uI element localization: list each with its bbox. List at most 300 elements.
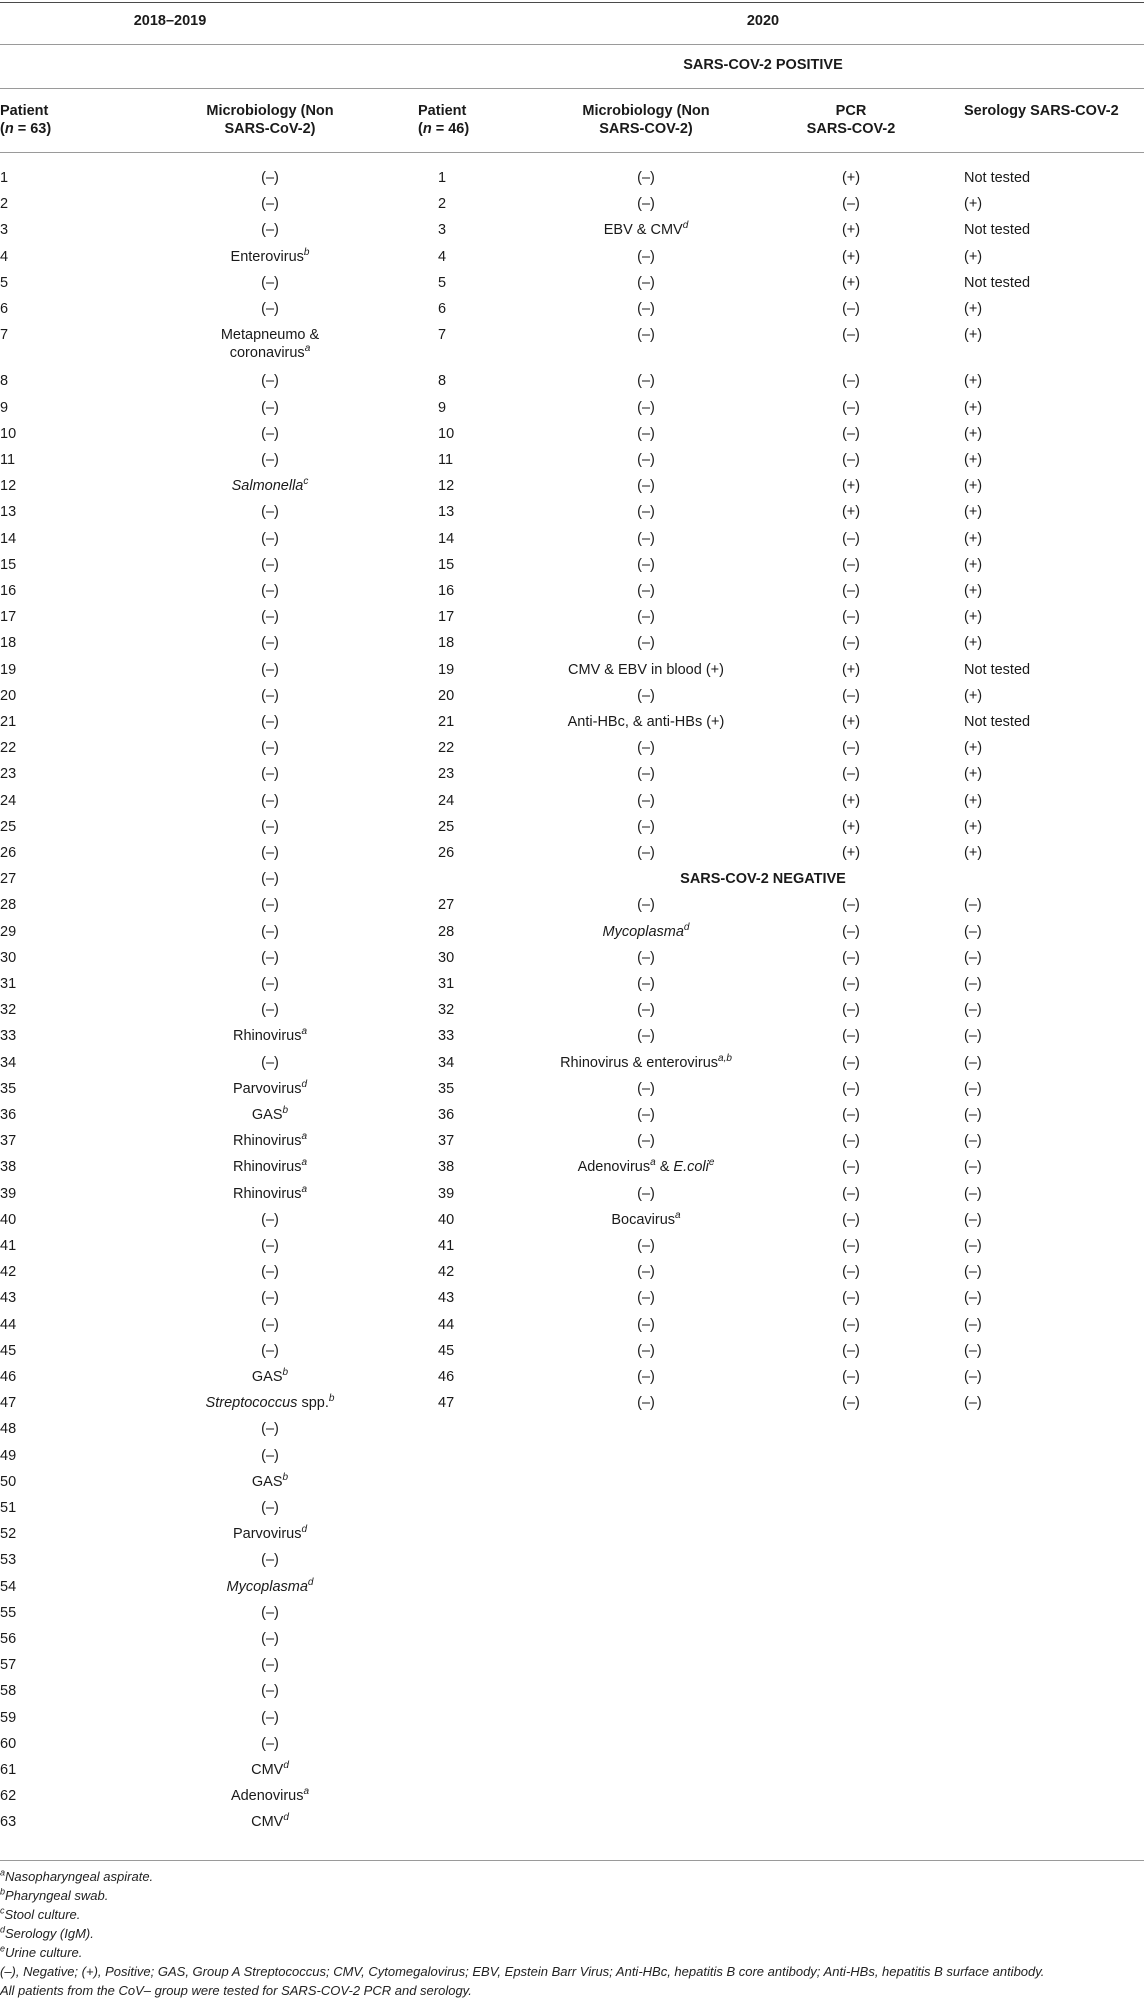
table-row [0, 661, 1144, 687]
cell-micro-2018: Rhinovirus$^a$ [232, 1026, 308, 1045]
cell-micro-2018: (–) [261, 976, 279, 992]
cell-micro-2018: (–) [261, 871, 279, 888]
cell-serology: (+) [964, 196, 983, 213]
cell-pcr: (–) [842, 1238, 860, 1254]
cell-micro-2020: (–) [637, 1080, 655, 1097]
cell-micro-2018: Parvovirus$^d$ [232, 1078, 308, 1097]
group-header-2018-2019: 2018–2019 [133, 13, 207, 29]
table-row [0, 1578, 1144, 1604]
footnote: $^c$Stool culture. [0, 1905, 81, 1922]
table-row [0, 1289, 1144, 1315]
cell-micro-2020: (–) [637, 635, 655, 652]
cell-micro-2020: (–) [637, 1107, 655, 1123]
cell-micro-2020: (–) [637, 399, 655, 416]
table-row [0, 1158, 1144, 1184]
cell-patient-2018: 55 [0, 1604, 17, 1621]
table-row [0, 1054, 1144, 1080]
cell-micro-2020: Mycoplasma$^d$ [602, 921, 690, 940]
cell-micro-2020: (–) [637, 1133, 655, 1150]
cell-serology: (+) [964, 530, 983, 547]
cell-micro-2018: Rhinovirus$^a$ [232, 1157, 308, 1176]
cell-patient-2018: 45 [0, 1342, 17, 1359]
cell-pcr: (–) [842, 583, 860, 599]
section-header-positive: SARS-COV-2 POSITIVE [683, 57, 843, 73]
cell-pcr: (+) [841, 504, 861, 521]
table-row [0, 1551, 1144, 1577]
cell-micro-2018: (–) [261, 1631, 279, 1647]
cell-pcr: (–) [842, 635, 860, 652]
table-row [0, 1211, 1144, 1237]
cell-patient-2018: 29 [0, 923, 17, 940]
cell-micro-2018: (–) [261, 1211, 279, 1228]
cell-micro-2020: (–) [637, 766, 655, 783]
table-row [0, 195, 1144, 221]
cell-micro-2020: (–) [637, 583, 655, 599]
cell-patient-2018: 58 [0, 1683, 17, 1700]
cell-patient-2018: 20 [0, 687, 17, 704]
header-line: (n = 46) [418, 121, 470, 137]
cell-pcr: (+) [841, 248, 861, 265]
cell-micro-2018: (–) [261, 274, 279, 291]
cell-patient-2020: 46 [438, 1369, 455, 1385]
table-row [0, 687, 1144, 713]
table-row [0, 1735, 1144, 1761]
cell-pcr: (+) [841, 714, 861, 730]
cell-patient-2018: 48 [0, 1421, 17, 1438]
cell-micro-2018: (–) [261, 1421, 279, 1438]
footnote: All patients from the CoV– group were tested for SARS-COV-2 PCR and serology. [0, 1983, 472, 1998]
cell-patient-2020: 15 [438, 556, 455, 573]
cell-pcr: (–) [842, 1342, 860, 1359]
cell-micro-2018: (–) [261, 949, 279, 966]
cell-micro-2018: (–) [261, 714, 279, 730]
cell-micro-2020: Bocavirus$^a$ [611, 1209, 681, 1228]
cell-patient-2020: 42 [438, 1264, 455, 1281]
cell-patient-2020: 18 [438, 635, 455, 652]
cell-serology: (+) [964, 635, 983, 652]
cell-micro-2018: GAS$^b$ [251, 1367, 289, 1385]
cell-serology: (–) [964, 1133, 982, 1150]
cell-patient-2020: 39 [438, 1185, 455, 1202]
cell-patient-2018: 22 [0, 740, 17, 757]
cell-patient-2020: 6 [438, 301, 447, 317]
cell-pcr: (–) [842, 1316, 860, 1333]
cell-micro-2020: (–) [637, 327, 655, 344]
table-row [0, 739, 1144, 765]
cell-micro-2020: (–) [637, 248, 655, 265]
cell-patient-2018: 28 [0, 897, 17, 914]
cell-serology: (–) [964, 1002, 982, 1019]
cell-serology: (–) [964, 897, 982, 914]
cell-patient-2018: 57 [0, 1657, 17, 1674]
cell-micro-2018: (–) [261, 196, 279, 213]
cell-patient-2018: 54 [0, 1578, 17, 1595]
cell-micro-2018: (–) [261, 1290, 279, 1307]
cell-pcr: (–) [842, 452, 860, 468]
cell-patient-2020: 10 [438, 425, 455, 442]
cell-patient-2018: 18 [0, 635, 17, 652]
table-row [0, 326, 1144, 362]
cell-patient-2018: 27 [0, 871, 17, 888]
cell-pcr: (–) [842, 1369, 860, 1385]
cell-micro-2020: (–) [637, 976, 655, 992]
cell-micro-2018: (–) [261, 1002, 279, 1019]
cell-pcr: (–) [842, 1264, 860, 1281]
table-row [0, 274, 1144, 300]
cell-pcr: (–) [842, 373, 860, 390]
cell-patient-2018: 36 [0, 1107, 17, 1123]
table-row [0, 399, 1144, 425]
cell-micro-2018: Adenovirus$^a$ [230, 1786, 310, 1805]
table-row [0, 1263, 1144, 1289]
cell-micro-2020: (–) [637, 478, 655, 495]
cell-serology: (–) [964, 1238, 982, 1254]
cell-serology: (+) [964, 583, 983, 599]
header-line: Microbiology (Non [582, 103, 710, 119]
cell-micro-2018: (–) [261, 1709, 279, 1726]
cell-patient-2018: 50 [0, 1473, 17, 1490]
cell-serology: (+) [964, 373, 983, 390]
cell-pcr: (+) [841, 478, 861, 495]
cell-pcr: (–) [842, 1395, 860, 1412]
header-line: SARS-CoV-2) [224, 121, 316, 137]
table-row [0, 1630, 1144, 1656]
cell-patient-2020: 32 [438, 1002, 455, 1019]
table-row [0, 949, 1144, 975]
cell-micro-2018: (–) [261, 740, 279, 757]
cell-patient-2018: 47 [0, 1395, 17, 1412]
cell-patient-2018: 42 [0, 1264, 17, 1281]
cell-patient-2018: 9 [0, 399, 9, 416]
cell-serology: (+) [964, 609, 983, 626]
cell-serology: (–) [964, 1290, 982, 1307]
cell-patient-2020: 40 [438, 1211, 455, 1228]
cell-micro-2018: (–) [261, 1238, 279, 1254]
cell-patient-2020: 27 [438, 897, 455, 914]
cell-micro-2018: (–) [261, 1735, 279, 1752]
cell-patient-2018: 35 [0, 1080, 17, 1097]
footnote: $^e$Urine culture. [0, 1943, 83, 1960]
cell-micro-2018: (–) [261, 583, 279, 599]
table-row [0, 221, 1144, 247]
cell-micro-2020: (–) [637, 373, 655, 390]
cell-micro-2018: GAS$^b$ [251, 1105, 289, 1123]
cell-micro-2020: (–) [637, 196, 655, 213]
cell-micro-2018: (–) [261, 1500, 279, 1516]
cell-serology: (+) [964, 766, 983, 783]
footnote: $^a$Nasopharyngeal aspirate. [0, 1867, 154, 1884]
cell-micro-2020: (–) [637, 452, 655, 468]
table-row [0, 818, 1144, 844]
cell-micro-2020: (–) [637, 1316, 655, 1333]
cell-serology: (–) [964, 1159, 982, 1176]
cell-patient-2020: 3 [438, 222, 447, 239]
cell-patient-2020: 16 [438, 583, 455, 599]
table-row [0, 477, 1144, 503]
cell-micro-2020: (–) [637, 425, 655, 442]
cell-serology: (+) [964, 301, 983, 317]
cell-pcr: (–) [842, 327, 860, 344]
cell-pcr: (+) [841, 792, 861, 809]
cell-micro-2020: EBV & CMV$^d$ [603, 220, 689, 239]
cell-serology: (–) [964, 1028, 982, 1045]
cell-patient-2018: 19 [0, 661, 17, 678]
cell-pcr: (+) [841, 818, 861, 835]
cell-pcr: (–) [842, 923, 860, 940]
cell-micro-2018: (–) [261, 635, 279, 652]
table-row [0, 556, 1144, 582]
table-row [0, 1132, 1144, 1158]
cell-serology: (–) [964, 1342, 982, 1359]
cell-patient-2018: 51 [0, 1500, 17, 1516]
cell-patient-2020: 44 [438, 1316, 455, 1333]
table-row [0, 870, 1144, 896]
cell-patient-2018: 3 [0, 222, 9, 239]
cell-patient-2018: 5 [0, 274, 9, 291]
cell-serology: (+) [964, 792, 983, 809]
cell-patient-2020: 45 [438, 1342, 455, 1359]
table-row [0, 1001, 1144, 1027]
cell-micro-2020: CMV & EBV in blood (+) [568, 661, 724, 678]
cell-micro-2020: (–) [637, 530, 655, 547]
cell-micro-2018: (–) [261, 170, 279, 186]
cell-pcr: (–) [842, 976, 860, 992]
cell-patient-2020: 30 [438, 949, 455, 966]
cell-micro-2018: Streptococcus spp.$^b$ [205, 1393, 335, 1412]
top-rule [0, 2, 1144, 3]
cell-patient-2018: 23 [0, 766, 17, 783]
table-row [0, 1787, 1144, 1813]
cell-patient-2020: 24 [438, 792, 455, 809]
cell-serology: Not tested [964, 170, 1031, 186]
cell-micro-2018: (–) [261, 556, 279, 573]
section-rule [0, 88, 1144, 89]
cell-patient-2020: 31 [438, 976, 455, 992]
cell-micro-2018: (–) [261, 399, 279, 416]
table-row [0, 792, 1144, 818]
table-row [0, 425, 1144, 451]
cell-patient-2018: 8 [0, 373, 9, 390]
cell-pcr: (–) [842, 1159, 860, 1176]
cell-patient-2018: 62 [0, 1788, 17, 1805]
footnote: $^d$Serology (IgM). [0, 1924, 94, 1941]
cell-patient-2020: 13 [438, 504, 455, 521]
cell-serology: (+) [964, 478, 983, 495]
table-row [0, 1027, 1144, 1053]
cell-pcr: (–) [842, 530, 860, 547]
cell-micro-2018: (–) [261, 1604, 279, 1621]
cell-patient-2018: 16 [0, 583, 17, 599]
cell-micro-2018: (–) [261, 1316, 279, 1333]
cell-patient-2018: 6 [0, 301, 9, 317]
header-line: Patient [0, 103, 49, 119]
cell-patient-2018: 52 [0, 1526, 17, 1543]
cell-micro-2020: (–) [637, 949, 655, 966]
table-row [0, 1656, 1144, 1682]
cell-micro-2020: Rhinovirus & enterovirus$^{a,b}$ [560, 1052, 732, 1071]
cell-patient-2018: 31 [0, 976, 17, 992]
cell-serology: (+) [964, 845, 983, 861]
cell-micro-2020: (–) [637, 845, 655, 861]
header-line: Microbiology (Non [206, 103, 334, 119]
cell-serology: Not tested [964, 661, 1031, 678]
cell-serology: (–) [964, 1054, 982, 1071]
cell-serology: (–) [964, 1080, 982, 1097]
cell-micro-2018: (–) [261, 897, 279, 914]
cell-patient-2020: 19 [438, 661, 455, 678]
cell-patient-2018: 13 [0, 504, 17, 521]
cell-pcr: (–) [842, 897, 860, 914]
cell-patient-2018: 44 [0, 1316, 17, 1333]
cell-micro-2018: CMV$^d$ [251, 1812, 289, 1831]
table-row [0, 248, 1144, 274]
cell-patient-2020: 28 [438, 923, 455, 940]
table-row [0, 1368, 1144, 1394]
cell-serology: (–) [964, 1369, 982, 1385]
table-row [0, 451, 1144, 477]
cell-patient-2018: 61 [0, 1762, 17, 1778]
cell-patient-2020: 36 [438, 1107, 455, 1123]
col-header-micro-2020 [582, 102, 709, 138]
cell-patient-2018: 2 [0, 196, 9, 213]
table-row [0, 582, 1144, 608]
cell-patient-2018: 17 [0, 609, 17, 626]
cell-patient-2020: 1 [438, 170, 447, 186]
cell-pcr: (+) [841, 661, 861, 678]
cell-patient-2020: 35 [438, 1080, 455, 1097]
table-row [0, 1604, 1144, 1630]
table-row [0, 1499, 1144, 1525]
cell-patient-2020: 12 [438, 478, 455, 495]
cell-patient-2020: 5 [438, 274, 447, 291]
cell-patient-2020: 4 [438, 248, 447, 265]
cell-serology: (–) [964, 1107, 982, 1123]
cell-serology: (+) [964, 556, 983, 573]
cell-micro-2020: (–) [637, 897, 655, 914]
cell-micro-2018: (–) [261, 1447, 279, 1464]
cell-patient-2018: 38 [0, 1159, 17, 1176]
cell-micro-2018: Parvovirus$^d$ [232, 1524, 308, 1543]
cell-patient-2018: 12 [0, 478, 17, 495]
group-rule [0, 44, 1144, 45]
cell-patient-2018: 7 [0, 327, 9, 344]
cell-micro-2018: (–) [261, 609, 279, 626]
header-line: SARS-COV-2) [599, 121, 693, 137]
cell-micro-2018: (–) [261, 301, 279, 317]
cell-patient-2018: 39 [0, 1185, 17, 1202]
table-row [0, 1473, 1144, 1499]
cell-pcr: (–) [842, 425, 860, 442]
cell-micro-2020: (–) [637, 792, 655, 809]
cell-serology: Not tested [964, 714, 1031, 730]
table-row [0, 975, 1144, 1001]
cell-serology: (+) [964, 740, 983, 757]
cell-serology: (+) [964, 818, 983, 835]
table-row [0, 1761, 1144, 1787]
col-header-patient-2018 [0, 102, 51, 138]
cell-pcr: (–) [842, 556, 860, 573]
table-row [0, 896, 1144, 922]
table-row [0, 1447, 1144, 1473]
header-line: SARS-COV-2 [806, 121, 896, 137]
cell-patient-2020: 20 [438, 687, 455, 704]
cell-micro-2020: Adenovirus$^a$ & E.coli$^e$ [577, 1157, 715, 1176]
cell-serology: (–) [964, 1395, 982, 1412]
cell-micro-2018: (–) [261, 1054, 279, 1071]
bottom-rule [0, 1860, 1144, 1861]
cell-patient-2018: 63 [0, 1814, 17, 1831]
footnote: (–), Negative; (+), Positive; GAS, Group A Streptococcus; CMV, Cytomegalovirus; EBV, Epstein Barr Virus; Anti-HBc, hepatitis B core antibody; Anti-HBs, hepatitis B surface antibody. [0, 1964, 1045, 1979]
cell-micro-2018: (–) [261, 504, 279, 521]
cell-patient-2020: 38 [438, 1159, 455, 1176]
cell-patient-2018: 49 [0, 1447, 17, 1464]
cell-micro-2020: (–) [637, 1290, 655, 1307]
cell-micro-2020: Anti-HBc, & anti-HBs (+) [567, 714, 725, 730]
cell-micro-2020: (–) [637, 556, 655, 573]
table-row [0, 1316, 1144, 1342]
cell-patient-2018: 15 [0, 556, 17, 573]
header-line: Serology SARS-COV-2 [964, 103, 1119, 119]
cell-micro-2018: (–) [261, 1657, 279, 1674]
cell-pcr: (–) [842, 1185, 860, 1202]
cell-micro-2018: Rhinovirus$^a$ [232, 1183, 308, 1202]
cell-micro-2020: (–) [637, 170, 655, 186]
table-row [0, 634, 1144, 660]
cell-micro-2018: Enterovirus$^b$ [230, 246, 310, 265]
cell-micro-2020: (–) [637, 1264, 655, 1281]
cell-pcr: (–) [842, 1107, 860, 1123]
table-row [0, 1185, 1144, 1211]
col-header-pcr [807, 102, 896, 138]
cell-patient-2020: 14 [438, 530, 455, 547]
header-line: (n = 63) [0, 121, 52, 137]
cell-micro-2018: (–) [261, 1552, 279, 1569]
cell-pcr: (–) [842, 766, 860, 783]
cell-micro-2018: (–) [261, 687, 279, 704]
table-row [0, 169, 1144, 195]
cell-pcr: (–) [842, 1002, 860, 1019]
cell-serology: (+) [964, 452, 983, 468]
table-row [0, 1394, 1144, 1420]
cell-patient-2020: 34 [438, 1054, 455, 1071]
cell-patient-2018: 14 [0, 530, 17, 547]
cell-patient-2018: 46 [0, 1369, 17, 1385]
table-row [0, 1709, 1144, 1735]
cell-serology: (–) [964, 949, 982, 966]
cell-patient-2018: 25 [0, 818, 17, 835]
table-row [0, 844, 1144, 870]
cell-micro-2020: (–) [637, 504, 655, 521]
cell-micro-2018: (–) [261, 222, 279, 239]
cell-patient-2020: 23 [438, 766, 455, 783]
cell-serology: (–) [964, 1211, 982, 1228]
cell-micro-2018: (–) [261, 530, 279, 547]
table-row [0, 765, 1144, 791]
cell-serology: (+) [964, 327, 983, 344]
cell-patient-2020: 37 [438, 1133, 455, 1150]
cell-micro-2020: (–) [637, 687, 655, 704]
cell-serology: (–) [964, 923, 982, 940]
cell-patient-2018: 34 [0, 1054, 17, 1071]
cell-patient-2018: 43 [0, 1290, 17, 1307]
cell-serology: (–) [964, 1316, 982, 1333]
cell-micro-2018: CMV$^d$ [251, 1760, 289, 1778]
table-row [0, 1525, 1144, 1551]
cell-pcr: (–) [842, 196, 860, 213]
cell-serology: (+) [964, 687, 983, 704]
cell-micro-2018: (–) [261, 792, 279, 809]
cell-pcr: (–) [842, 740, 860, 757]
